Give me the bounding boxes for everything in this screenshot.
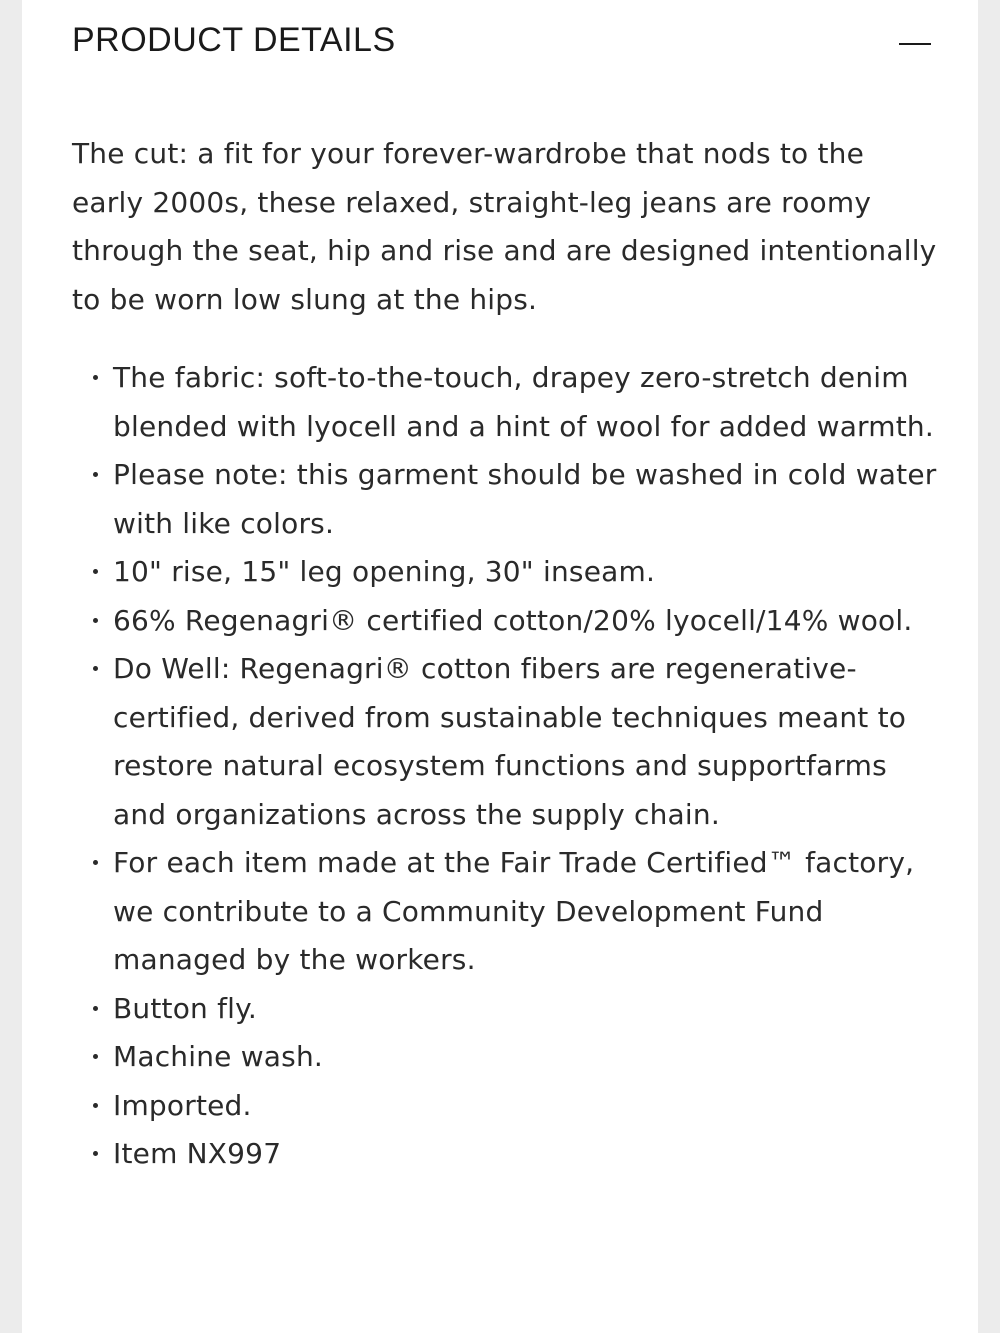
feature-text: Machine wash. — [113, 1040, 324, 1073]
list-item — [113, 548, 942, 597]
list-item — [113, 597, 942, 646]
bullet-icon — [93, 1006, 98, 1011]
bullet-icon — [93, 569, 98, 574]
list-item — [113, 1033, 942, 1082]
product-details-panel — [22, 0, 978, 1333]
bullet-icon — [93, 1054, 98, 1059]
bullet-icon — [93, 1103, 98, 1108]
bullet-icon — [93, 1151, 98, 1156]
list-item — [113, 985, 942, 1034]
feature-text: Do Well: Regenagri® cotton fibers are regenerative-certified, derived from sustainable techniques meant to restore natural ecosystem functions and supportfarms and organizations across the supply chain. — [113, 652, 907, 831]
feature-text: Please note: this garment should be washed in cold water with like colors. — [113, 458, 937, 540]
list-item — [113, 645, 942, 839]
feature-text: The fabric: soft-to-the-touch, drapey zero-stretch denim blended with lyocell and a hint of wool for added warmth. — [113, 361, 934, 443]
feature-text: 10" rise, 15" leg opening, 30" inseam. — [113, 555, 656, 588]
minus-icon[interactable] — [898, 24, 932, 58]
list-item — [113, 354, 942, 451]
product-details-accordion-header[interactable] — [72, 18, 932, 66]
bullet-icon — [93, 375, 98, 380]
feature-text: For each item made at the Fair Trade Certified™ factory, we contribute to a Community Development Fund managed by the workers. — [113, 846, 915, 976]
list-item — [113, 451, 942, 548]
section-title: PRODUCT DETAILS — [72, 21, 396, 59]
list-item — [113, 1082, 942, 1131]
list-item — [113, 839, 942, 985]
feature-text: Item NX997 — [113, 1137, 282, 1170]
feature-text: 66% Regenagri® certified cotton/20% lyocell/14% wool. — [113, 603, 913, 637]
product-description: The cut: a fit for your forever-wardrobe that nods to the early 2000s, these relaxed, straight-leg jeans are roomy through the seat, hip and rise and are designed intentionally to be worn low slung at the hips. — [72, 137, 937, 316]
list-item — [113, 1130, 942, 1179]
feature-text: Button fly. — [113, 991, 258, 1025]
bullet-icon — [93, 666, 98, 671]
bullet-icon — [93, 472, 98, 477]
feature-list — [72, 354, 942, 1179]
feature-text: Imported. — [113, 1088, 252, 1122]
bullet-icon — [93, 618, 98, 623]
product-details-content — [72, 130, 942, 1179]
bullet-icon — [93, 860, 98, 865]
